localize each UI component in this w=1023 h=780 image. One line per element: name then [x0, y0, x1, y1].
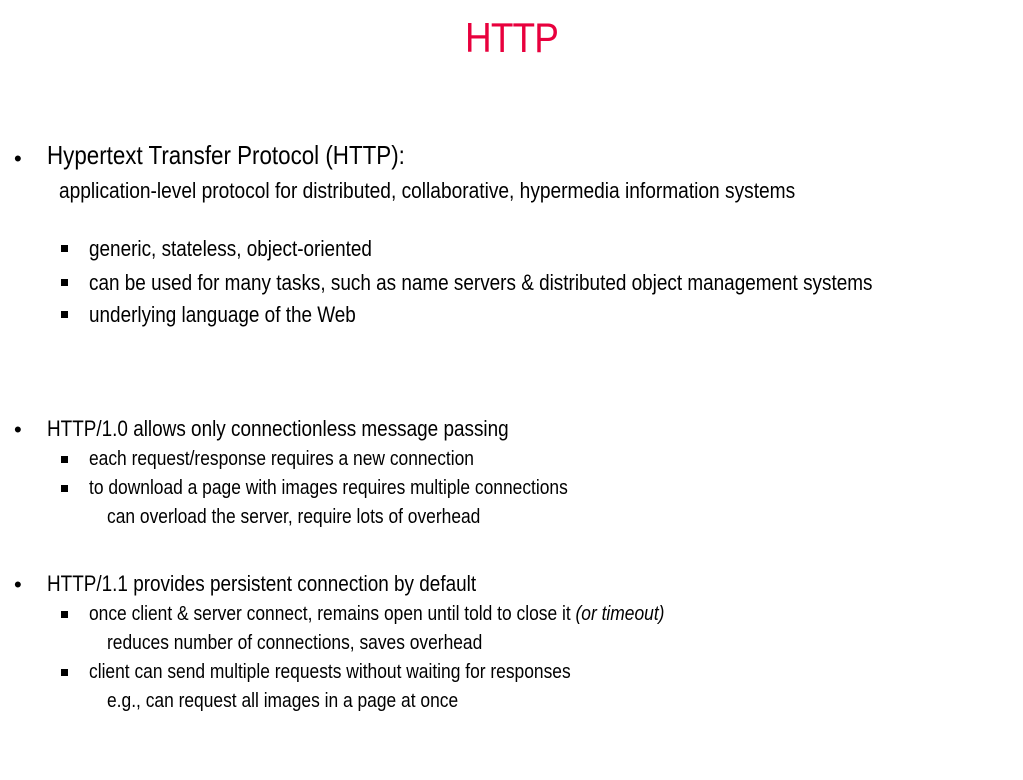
square-bullet-icon [61, 611, 68, 618]
section1-subtext: application-level protocol for distributed, collaborative, hypermedia information systems [59, 178, 796, 203]
square-bullet-icon [61, 485, 68, 492]
section2-heading: HTTP/1.0 allows only connectionless message passing [47, 416, 509, 441]
section2-item-2: to download a page with images requires multiple connections [89, 477, 568, 499]
square-bullet-icon [61, 456, 68, 463]
bullet-dot: • [14, 417, 22, 442]
square-bullet-icon [61, 245, 68, 252]
section3-item-2: client can send multiple requests without waiting for responses [89, 661, 571, 683]
section3-item-1-italic: (or timeout) [575, 603, 665, 625]
slide-title: HTTP [465, 14, 558, 61]
section1-item-3: underlying language of the Web [89, 302, 356, 327]
square-bullet-icon [61, 311, 68, 318]
bullet-dot: • [14, 146, 22, 171]
bullet-dot: • [14, 572, 22, 597]
section3-item-1-text: once client & server connect, remains open until told to close it [89, 603, 571, 625]
section2-item-1: each request/response requires a new connection [89, 448, 474, 470]
section3-note-2: e.g., can request all images in a page at once [107, 690, 459, 712]
section1-item-1: generic, stateless, object-oriented [89, 236, 372, 261]
section1-heading: Hypertext Transfer Protocol (HTTP): [47, 140, 405, 170]
section3-item-1 [89, 603, 664, 626]
section3-heading: HTTP/1.1 provides persistent connection by default [47, 571, 477, 596]
section1-item-2: can be used for many tasks, such as name servers & distributed object management systems [89, 270, 873, 295]
square-bullet-icon [61, 669, 68, 676]
section3-note-1: reduces number of connections, saves overhead [107, 632, 483, 654]
section2-note: can overload the server, require lots of overhead [107, 506, 481, 528]
square-bullet-icon [61, 279, 68, 286]
